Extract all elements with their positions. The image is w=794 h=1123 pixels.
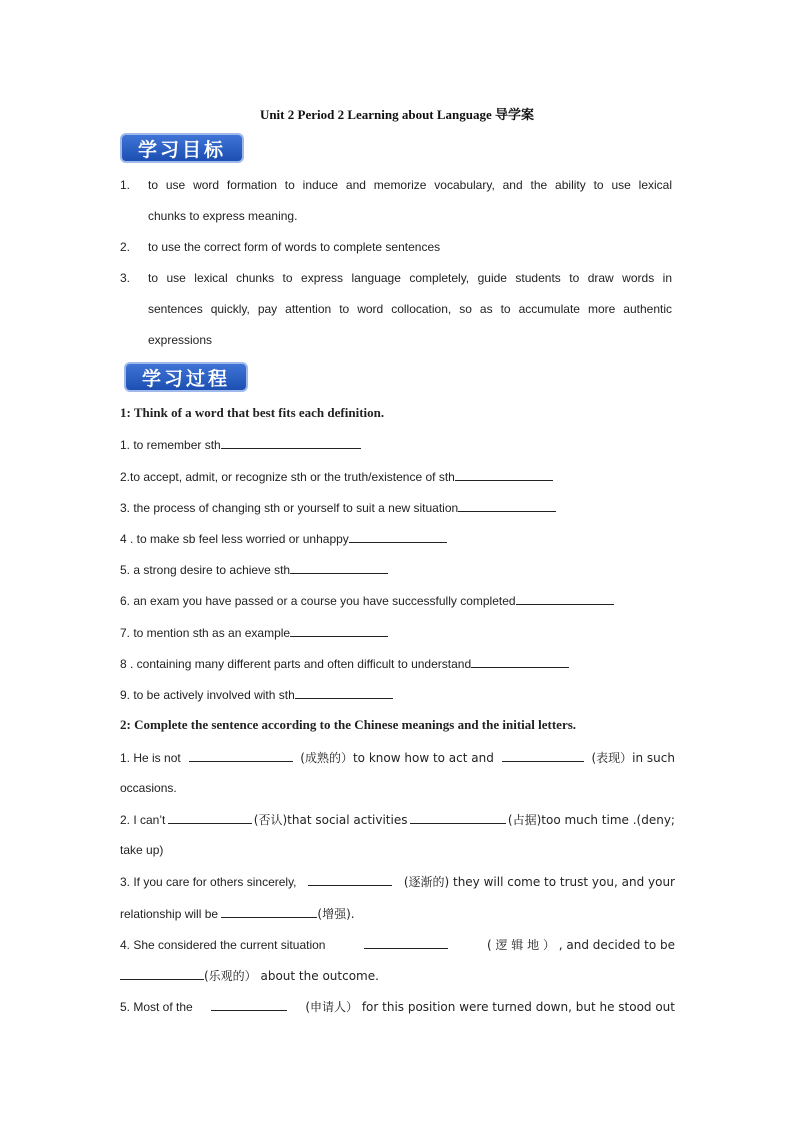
- sentence-5-text-a: 5. Most of the: [120, 1000, 193, 1014]
- goal-1-line1: to use word formation to induce and memorize vocabulary, and the ability to use lexical: [148, 178, 672, 192]
- definition-2-text: 2.to accept, admit, or recognize sth or the truth/existence of sth: [120, 470, 455, 484]
- sentence-3-text-d: (增强).: [317, 907, 355, 921]
- answer-blank[interactable]: [349, 530, 447, 543]
- sentence-3-text-b: (逐渐的) they will come to trust you, and your: [403, 875, 675, 889]
- sentence-2-line2: take up): [120, 843, 164, 857]
- goal-3-line2: sentences quickly, pay attention to word collocation, so as to accumulate more authentic: [148, 302, 672, 316]
- goal-1-number: 1.: [120, 178, 131, 192]
- answer-blank[interactable]: [458, 499, 556, 512]
- learning-goals-badge: 学习目标: [120, 133, 244, 163]
- answer-blank[interactable]: [516, 592, 614, 605]
- definition-8-text: 8 . containing many different parts and often difficult to understand: [120, 657, 472, 671]
- sentence-1-text-a: 1. He is not: [120, 751, 181, 765]
- goal-3-line1: to use lexical chunks to express language completely, guide students to draw words in: [148, 271, 672, 285]
- definition-6: [120, 592, 614, 609]
- part1-heading: 1: Think of a word that best fits each definition.: [120, 405, 385, 420]
- definition-7: [120, 624, 388, 641]
- sentence-4-line2: [120, 967, 675, 984]
- answer-blank[interactable]: [189, 749, 293, 762]
- sentence-1-line1: [120, 749, 675, 766]
- definition-4: [120, 530, 447, 547]
- part2-heading: 2: Complete the sentence according to the Chinese meanings and the initial letters.: [120, 717, 577, 732]
- definition-1-text: 1. to remember sth: [120, 438, 221, 452]
- learning-process-badge: 学习过程: [124, 362, 248, 392]
- definition-8: [120, 655, 569, 672]
- definition-7-text: 7. to mention sth as an example: [120, 626, 291, 640]
- answer-blank[interactable]: [120, 967, 204, 980]
- sentence-1-text-c: (表现）in such: [591, 751, 675, 765]
- sentence-4-line1: [120, 936, 675, 953]
- goal-2-number: 2.: [120, 240, 131, 254]
- definition-9: [120, 686, 393, 703]
- answer-blank[interactable]: [168, 811, 252, 824]
- definition-6-text: 6. an exam you have passed or a course you have successfully completed: [120, 594, 516, 608]
- sentence-4-text-a: 4. She considered the current situation: [120, 938, 326, 952]
- answer-blank[interactable]: [221, 436, 361, 449]
- sentence-1-line2: occasions.: [120, 781, 177, 795]
- answer-blank[interactable]: [290, 624, 388, 637]
- answer-blank[interactable]: [295, 686, 393, 699]
- definition-3-text: 3. the process of changing sth or yourself to suit a new situation: [120, 501, 459, 515]
- answer-blank[interactable]: [211, 998, 287, 1011]
- sentence-4-text-b: ( 逻 辑 地 ） , and decided to be: [487, 938, 675, 952]
- answer-blank[interactable]: [308, 873, 392, 886]
- definition-2: [120, 468, 553, 485]
- sentence-5-text-b: (申请人） for this position were turned down, but he stood out: [305, 1000, 675, 1014]
- sentence-4-text-c: (乐观的） about the outcome.: [204, 969, 379, 983]
- goal-3-number: 3.: [120, 271, 131, 285]
- goal-2-line1: to use the correct form of words to complete sentences: [148, 240, 441, 254]
- definition-5: [120, 561, 388, 578]
- sentence-2-text-b: (否认)that social activities: [253, 813, 408, 827]
- goal-3-line3: expressions: [148, 333, 213, 347]
- answer-blank[interactable]: [471, 655, 569, 668]
- document-title: Unit 2 Period 2 Learning about Language 导学案: [259, 107, 535, 122]
- sentence-2-text-a: 2. I can’t: [120, 813, 166, 827]
- sentence-5-line1: [120, 998, 675, 1015]
- sentence-2-text-c: (占据)too much time .(deny;: [507, 813, 675, 827]
- sentence-1-text-b: (成熟的）to know how to act and: [300, 751, 494, 765]
- sentence-3-line1: [120, 873, 675, 890]
- definition-4-text: 4 . to make sb feel less worried or unhappy: [120, 532, 349, 546]
- sentence-3-text-c: relationship will be: [120, 907, 219, 921]
- definition-5-text: 5. a strong desire to achieve sth: [120, 563, 291, 577]
- sentence-3-text-a: 3. If you care for others sincerely,: [120, 875, 297, 889]
- answer-blank[interactable]: [455, 468, 553, 481]
- answer-blank[interactable]: [410, 811, 506, 824]
- sentence-2-line1: [120, 811, 675, 828]
- definition-3: [120, 499, 556, 516]
- goal-1-line2: chunks to express meaning.: [148, 209, 298, 223]
- sentence-3-line2: [120, 905, 675, 922]
- answer-blank[interactable]: [290, 561, 388, 574]
- answer-blank[interactable]: [364, 936, 448, 949]
- answer-blank[interactable]: [502, 749, 584, 762]
- definition-9-text: 9. to be actively involved with sth: [120, 688, 295, 702]
- definition-1: [120, 436, 361, 453]
- answer-blank[interactable]: [221, 905, 317, 918]
